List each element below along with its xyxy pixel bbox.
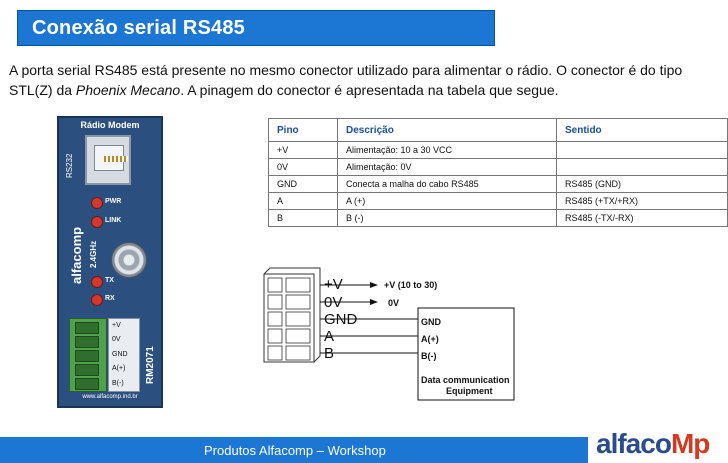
table-cell: RS485 (GND) (557, 176, 728, 193)
wiring-schematic (258, 266, 528, 406)
terminal-label: 0V (112, 336, 121, 344)
device-brand: alfacomp (69, 226, 84, 284)
equipment-label-2: Equipment (446, 386, 493, 396)
header-pino: Pino (269, 119, 338, 142)
led-label-pwr: PWR (105, 198, 122, 205)
intro-paragraph (9, 60, 724, 100)
led-pwr (91, 197, 103, 209)
paragraph-part2: . A pinagem do conector é apresentada na tabela que segue. (180, 82, 559, 98)
table-row (269, 142, 728, 159)
title-bar (17, 10, 495, 46)
table-cell: Alimentação: 10 a 30 VCC (338, 142, 557, 159)
header-descricao: Descrição (338, 119, 557, 142)
table-row (269, 176, 728, 193)
terminal-label: A(+) (112, 365, 126, 373)
equipment-pin-b: B(-) (421, 351, 437, 361)
alfacomp-logo (596, 428, 709, 460)
footer-text: Produtos Alfacomp – Workshop (204, 443, 386, 458)
table-cell: A (269, 193, 338, 210)
antenna-connector (111, 242, 147, 278)
led-tx (91, 276, 103, 288)
terminal-label: GND (112, 350, 128, 358)
table-header-row (269, 119, 728, 142)
pinout-table (268, 118, 728, 227)
terminal-block (69, 318, 107, 392)
led-link (91, 216, 103, 228)
led-label-rx: RX (105, 295, 115, 302)
arrow-plus (370, 282, 378, 288)
table-cell (557, 142, 728, 159)
table-row (269, 210, 728, 227)
table-cell: GND (269, 176, 338, 193)
table-cell: B (269, 210, 338, 227)
led-rx (91, 294, 103, 306)
table-cell: +V (269, 142, 338, 159)
device-title: Rádio Modem (80, 120, 140, 130)
radio-modem-device (57, 116, 163, 408)
device-model: RM2071 (145, 346, 156, 384)
table-cell: Alimentação: 0V (338, 159, 557, 176)
table-cell: B (-) (338, 210, 557, 227)
connector-screws (268, 278, 310, 360)
table-row (269, 159, 728, 176)
table-row (269, 193, 728, 210)
table-cell: Conecta a malha do cabo RS485 (338, 176, 557, 193)
paragraph-emphasis: Phoenix Mecano (75, 82, 181, 98)
supply-zero-label: 0V (388, 298, 400, 308)
equipment-pin-a: A(+) (421, 334, 439, 344)
logo-part1: alfaco (596, 428, 671, 459)
device-band: 2.4GHz (89, 240, 98, 268)
table-cell: RS485 (-TX/-RX) (557, 210, 728, 227)
page-title: Conexão serial RS485 (32, 17, 245, 39)
header-sentido: Sentido (557, 119, 728, 142)
table-cell: 0V (269, 159, 338, 176)
led-label-link: LINK (105, 217, 122, 224)
pin-label: A (324, 328, 335, 345)
table-cell (557, 159, 728, 176)
terminal-label: +V (112, 322, 121, 329)
rj45-port (85, 135, 131, 185)
pin-label: B (324, 345, 335, 362)
device-port-label: RS232 (65, 153, 74, 178)
pin-label: 0V (324, 294, 343, 311)
paragraph-part1: A porta serial RS485 está presente no mesmo conector utilizado para alimentar o rádio. O conector é do tipo STL(Z) da (9, 62, 683, 98)
pin-label: +V (324, 276, 343, 293)
led-label-tx: TX (105, 277, 114, 284)
terminal-label: B(-) (112, 379, 124, 387)
table-cell: RS485 (+TX/+RX) (557, 193, 728, 210)
terminal-labels (108, 318, 140, 392)
arrow-zero (370, 299, 378, 305)
logo-part2: M (670, 428, 694, 459)
logo-part3: p (693, 428, 710, 459)
supply-plus-label: +V (10 to 30) (384, 280, 438, 290)
pin-label: GND (324, 311, 358, 328)
equipment-pin-gnd: GND (421, 317, 441, 327)
equipment-label-1: Data communication (421, 375, 510, 385)
footer-bar (0, 437, 588, 463)
device-url: www.alfacomp.ind.br (82, 394, 138, 400)
table-cell: A (+) (338, 193, 557, 210)
